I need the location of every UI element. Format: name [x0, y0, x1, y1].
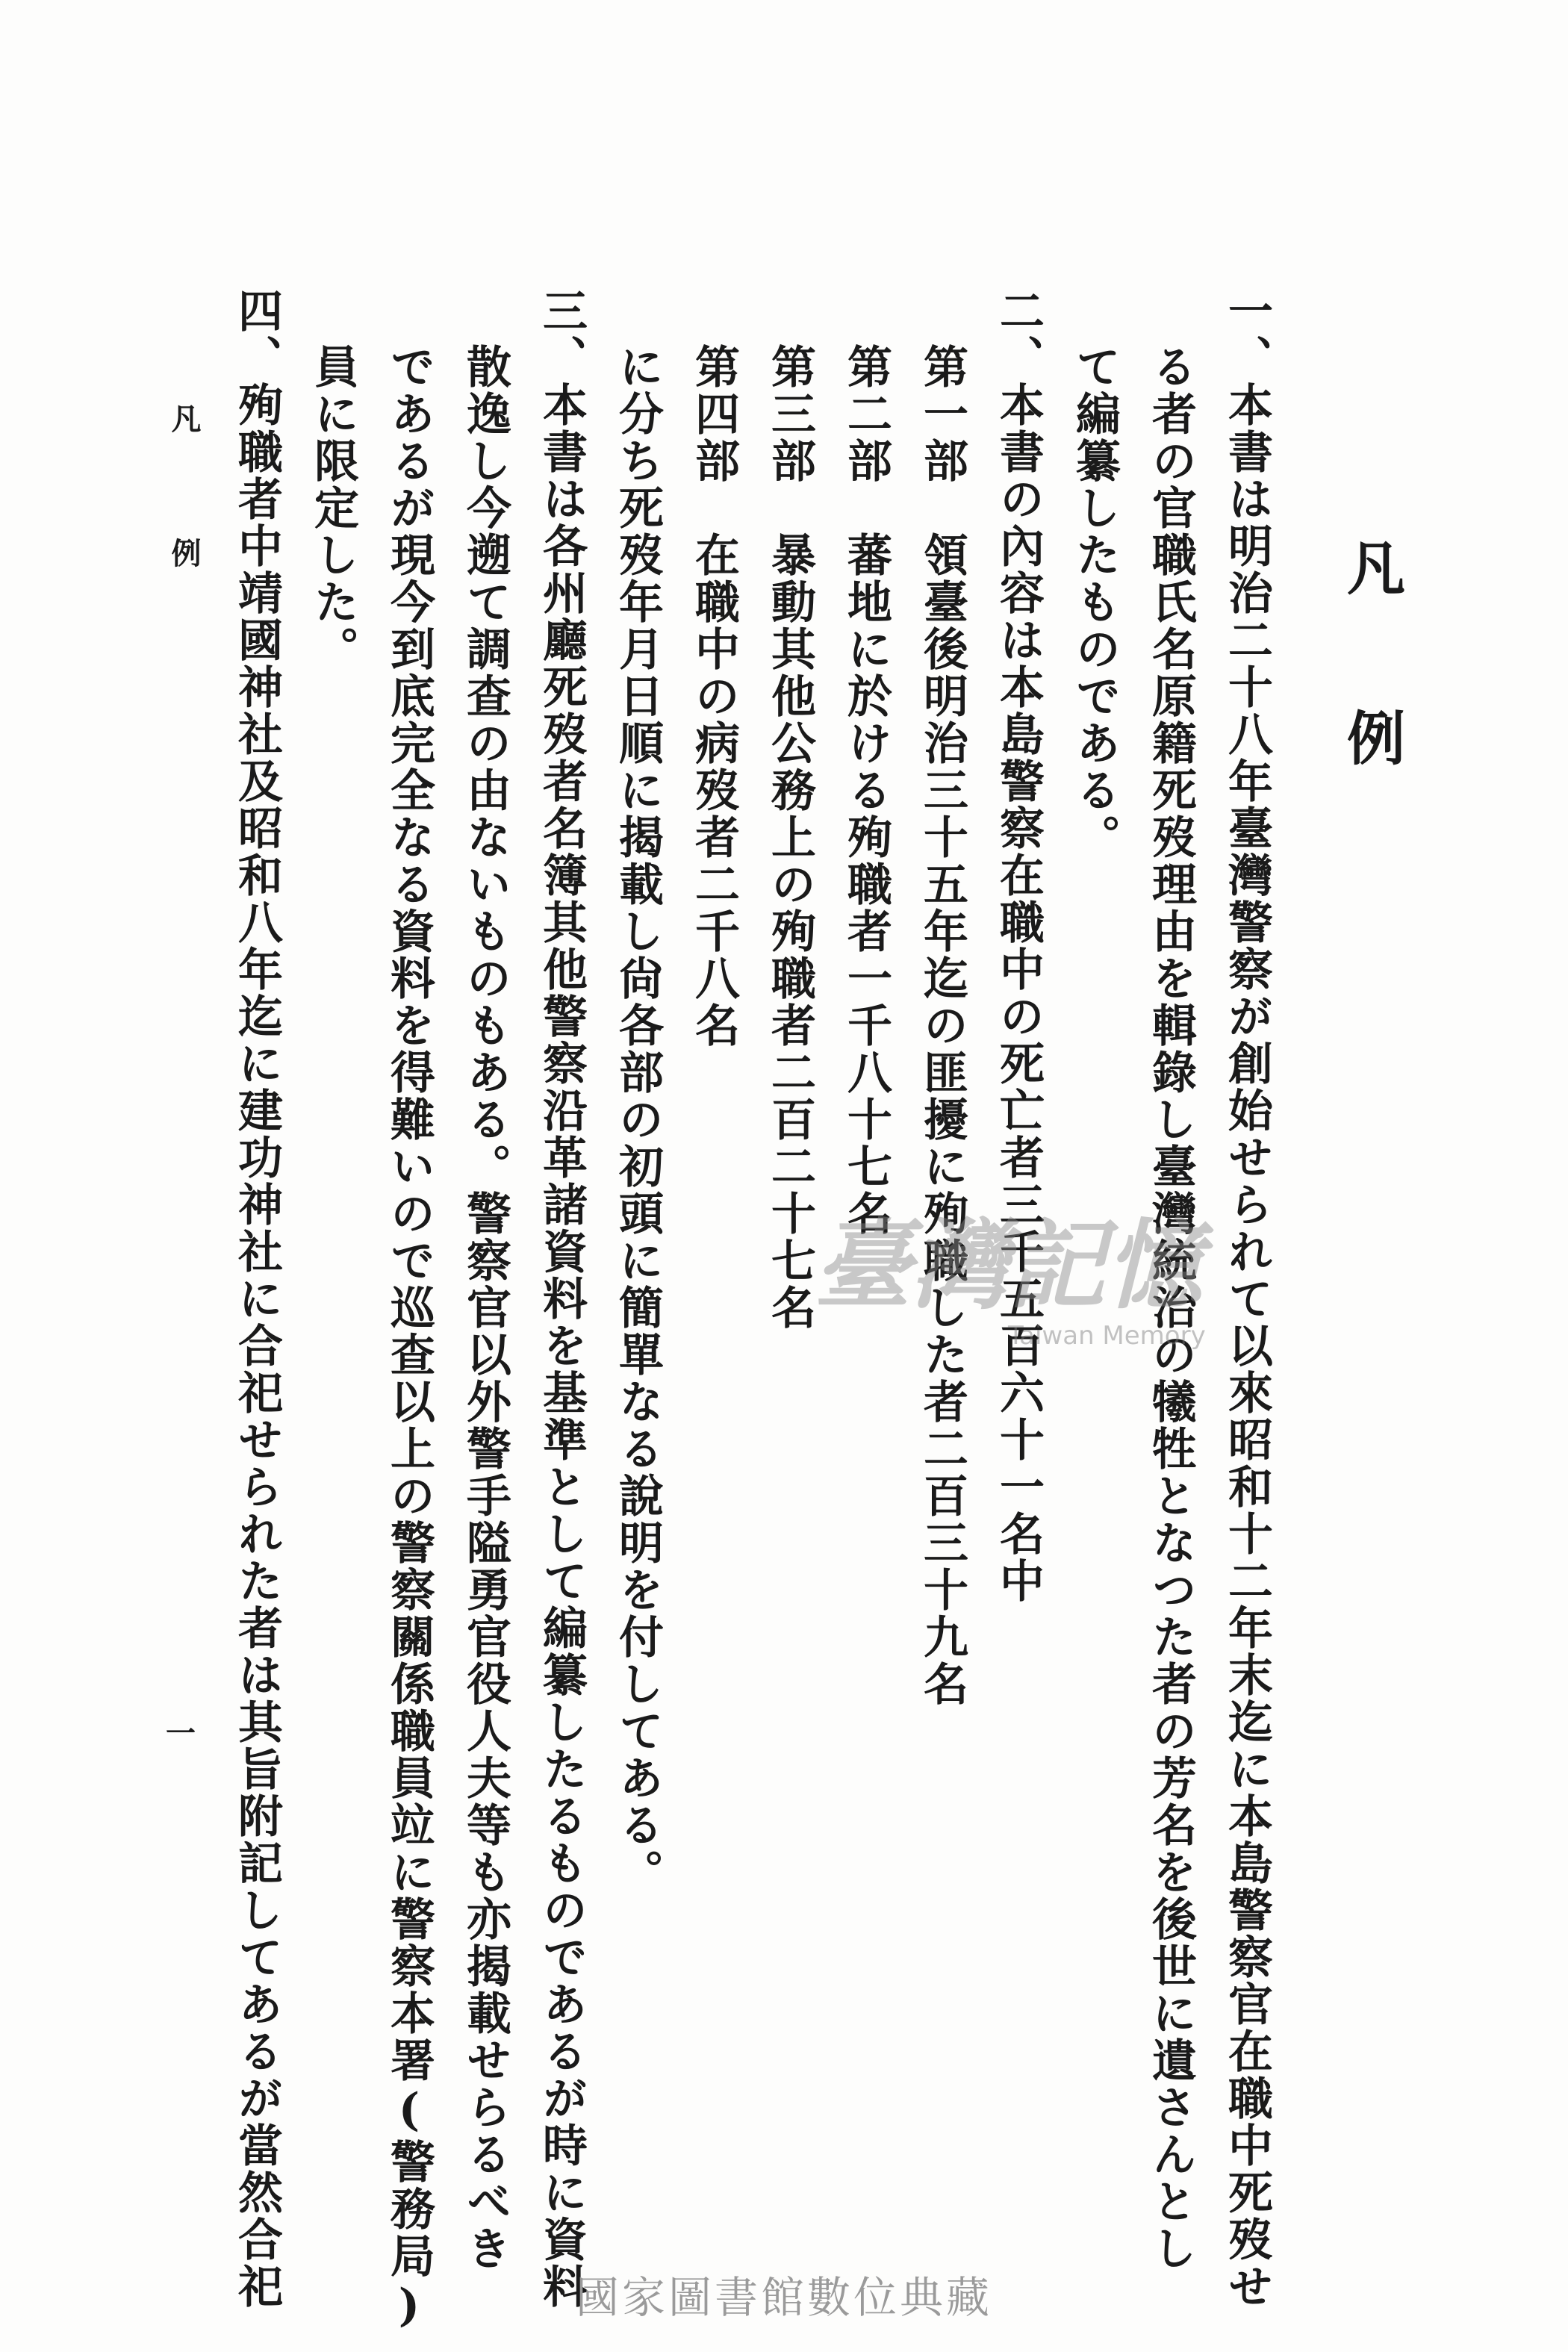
item3-line4: 員に限定した。 — [307, 343, 359, 673]
library-footer: 國家圖書館數位典藏 — [575, 2272, 992, 2323]
item2-line1: 二、本書の內容は本島警察在職中の死亡者三千五百六十一名中 — [992, 287, 1045, 1605]
page-number: 一 — [166, 1716, 196, 1751]
item3-line2: 散逸し今遡て調查の由ないものもある。警察官以外警手隘勇官役人夫等も亦揭載せらるべき — [459, 343, 511, 2272]
item2-part2: 第二部 蕃地に於ける殉職者一千八十七名 — [840, 343, 892, 1237]
item4-line1: 四、殉職者中靖國神社及昭和八年迄に建功神社に合祀せられた者は其旨附記してあるが當然合祀 — [231, 287, 283, 2310]
watermark-title: 臺灣記憶 — [814, 1208, 1203, 1322]
item1-line3: て編纂したものである。 — [1068, 343, 1121, 861]
taiwan-memory-watermark — [806, 1195, 1284, 1351]
item2-part1: 第一部 領臺後明治三十五年迄の匪擾に殉職した者二百三十九名 — [916, 343, 968, 1708]
watermark-subtitle: Taiwan Memory — [1008, 1321, 1206, 1351]
running-title: 凡例 — [167, 403, 202, 672]
item1-line1: 一、本書は明治二十八年臺灣警察が創始せられて以來昭和十二年末迄に本島警察官在職中死歿せ — [1221, 287, 1273, 2310]
item3-line1: 三、本書は各州廳死歿者名簿其他警察沿革諸資料を基準として編纂したるものであるが時に資料 — [535, 287, 588, 2310]
item2-part3: 第三部 暴動其他公務上の殉職者二百二十七名 — [764, 343, 816, 1331]
item2-part4: 第四部 在職中の病歿者二千八名 — [688, 343, 740, 1049]
item3-line3: であるが現今到底完全なる資料を得難いので巡查以上の警察關係職員竝に警察本署(警務局) — [383, 343, 435, 2334]
item2-line6: に分ち死歿年月日順に揭載し尙各部の初頭に簡單なる說明を付してある。 — [612, 343, 664, 1896]
item1-line2: る者の官職氏名原籍死歿理由を輯錄し臺灣統治の犧牲となつた者の芳名を後世に遺さんとし — [1145, 343, 1197, 2272]
page-heading: 凡例 — [1337, 538, 1405, 878]
